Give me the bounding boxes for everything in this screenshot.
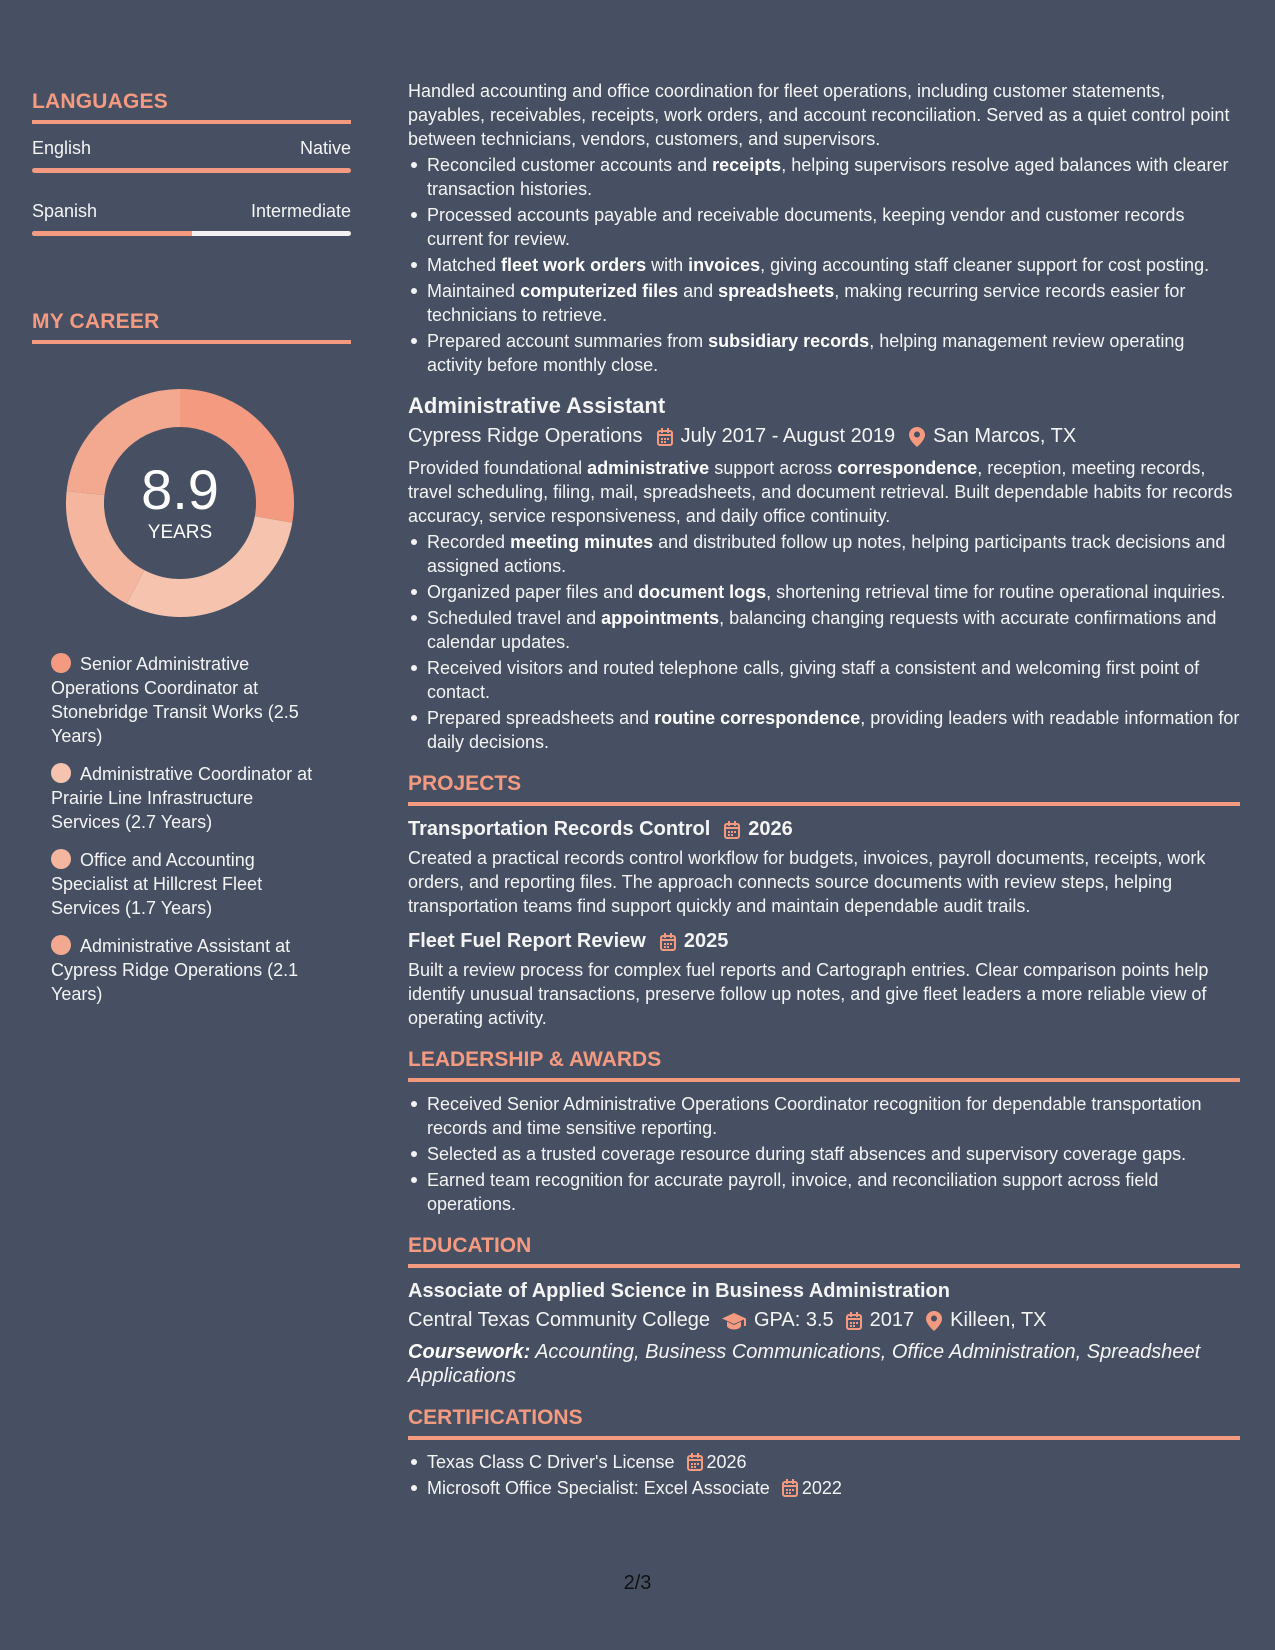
coursework-label: Coursework: xyxy=(408,1341,531,1363)
language-item xyxy=(32,201,351,236)
certification-year: 2022 xyxy=(801,1478,842,1498)
legend-label: Senior Administrative Operations Coordinator at Stonebridge Transit Works (2.5 Years) xyxy=(51,654,299,746)
map-pin-icon xyxy=(909,427,925,447)
legend-label: Administrative Assistant at Cypress Ridge Operations (2.1 Years) xyxy=(51,936,299,1004)
bullet-item: Selected as a trusted coverage resource during staff absences and supervisory coverage gaps. xyxy=(408,1142,1240,1166)
education-meta xyxy=(408,1309,1240,1332)
project-year: 2026 xyxy=(748,818,793,840)
legend-item xyxy=(51,652,321,748)
project-title xyxy=(408,818,1240,841)
calendar-icon xyxy=(782,1479,798,1497)
language-proficiency-bar xyxy=(32,168,351,173)
bullet-item: Organized paper files and document logs, shortening retrieval time for routine operational inquiries. xyxy=(408,580,1240,604)
bullet-item: Received Senior Administrative Operations Coordinator recognition for dependable transportation records and time sensitive reporting. xyxy=(408,1092,1240,1140)
job-meta xyxy=(408,425,1240,448)
bullet-item: Reconciled customer accounts and receipts, helping supervisors resolve aged balances with clearer transaction histories. xyxy=(408,153,1240,201)
bullet-item: Scheduled travel and appointments, balancing changing requests with accurate confirmations and calendar updates. xyxy=(408,606,1240,654)
legend-item xyxy=(51,762,321,834)
project-year: 2025 xyxy=(683,930,729,952)
awards-list xyxy=(408,1092,1240,1216)
bullet-item: Maintained computerized files and spreadsheets, making recurring service records easier for technicians to retrieve. xyxy=(408,279,1240,327)
calendar-icon xyxy=(724,821,740,839)
legend-item xyxy=(51,848,321,920)
career-donut-chart xyxy=(65,388,295,618)
job-summary: Handled accounting and office coordination for fleet operations, including customer statements, payables, receivables, receipts, work orders, and account reconciliation. Served as a quiet control point between technicians, vendors, customers, and supervisors. xyxy=(408,81,1230,149)
language-level: Intermediate xyxy=(250,201,351,221)
calendar-icon xyxy=(687,1453,703,1471)
legend-item xyxy=(51,934,321,1006)
school-location: Killeen, TX xyxy=(950,1309,1047,1331)
job-summary: Provided foundational administrative support across correspondence, reception, meeting records, travel scheduling, filing, mail, spreadsheets, and document retrieval. Built dependable habits for records accuracy, service responsiveness, and daily office continuity. xyxy=(408,458,1233,526)
career-legend xyxy=(51,652,321,1006)
bullet-item: Recorded meeting minutes and distributed follow up notes, helping participants track decisions and assigned actions. xyxy=(408,530,1240,578)
project-name: Transportation Records Control xyxy=(408,818,711,840)
degree-title: Associate of Applied Science in Business Administration xyxy=(408,1280,950,1302)
page-number: 2/3 xyxy=(623,1572,652,1594)
language-name: Spanish xyxy=(32,201,98,221)
project-title xyxy=(408,930,1240,953)
project-description: Created a practical records control workflow for budgets, invoices, payroll documents, receipts, work orders, and reporting files. The approach connects source documents with review steps, helping transportation teams find support quickly and maintain dependable audit trails. xyxy=(408,848,1206,916)
projects-heading: PROJECTS xyxy=(408,772,1240,806)
certifications-list xyxy=(408,1450,1240,1500)
certification-year: 2026 xyxy=(706,1452,747,1472)
job-location: San Marcos, TX xyxy=(933,425,1077,447)
certification-name: Microsoft Office Specialist: Excel Associate xyxy=(427,1478,770,1498)
bullet-item: Prepared account summaries from subsidiary records, helping management review operating activity before monthly close. xyxy=(408,329,1240,377)
job-dates: July 2017 - August 2019 xyxy=(680,425,896,447)
bullet-item: Prepared spreadsheets and routine correspondence, providing leaders with readable information for daily decisions. xyxy=(408,706,1240,754)
certification-item xyxy=(408,1476,1240,1500)
legend-dot xyxy=(51,935,71,955)
language-level: Native xyxy=(299,138,351,158)
coursework xyxy=(408,1340,1240,1388)
calendar-icon xyxy=(846,1312,862,1330)
job-title: Administrative Assistant xyxy=(408,393,666,418)
gpa: GPA: 3.5 xyxy=(753,1309,834,1331)
awards-heading: LEADERSHIP & AWARDS xyxy=(408,1048,1240,1082)
legend-label: Administrative Coordinator at Prairie Line Infrastructure Services (2.7 Years) xyxy=(51,764,313,832)
calendar-icon xyxy=(657,428,673,446)
main-content xyxy=(408,79,1240,1502)
calendar-icon xyxy=(660,933,676,951)
legend-dot xyxy=(51,653,71,673)
bullet-item: Received visitors and routed telephone calls, giving staff a consistent and welcoming first point of contact. xyxy=(408,656,1240,704)
certification-name: Texas Class C Driver's License xyxy=(427,1452,675,1472)
languages-heading: LANGUAGES xyxy=(32,90,351,124)
graduation-year: 2017 xyxy=(869,1309,915,1331)
bullet-item: Processed accounts payable and receivable documents, keeping vendor and customer records current for review. xyxy=(408,203,1240,251)
language-item xyxy=(32,138,351,173)
bullet-item: Earned team recognition for accurate payroll, invoice, and reconciliation support across field operations. xyxy=(408,1168,1240,1216)
bullet-item: Matched fleet work orders with invoices, giving accounting staff cleaner support for cost posting. xyxy=(408,253,1240,277)
graduation-cap-icon xyxy=(722,1312,746,1330)
job-bullets xyxy=(408,153,1240,377)
project-description: Built a review process for complex fuel reports and Cartograph entries. Clear comparison points help identify unusual transactions, preserve follow up notes, and give fleet leaders a more reliable view of operating activity. xyxy=(408,960,1209,1028)
certifications-heading: CERTIFICATIONS xyxy=(408,1406,1240,1440)
career-heading: MY CAREER xyxy=(32,310,351,344)
company-name: Cypress Ridge Operations xyxy=(408,425,643,447)
project-name: Fleet Fuel Report Review xyxy=(408,930,646,952)
school-name: Central Texas Community College xyxy=(408,1309,710,1331)
legend-dot xyxy=(51,849,71,869)
education-heading: EDUCATION xyxy=(408,1234,1240,1268)
coursework-list: Accounting, Business Communications, Office Administration, Spreadsheet Applications xyxy=(408,1341,1201,1387)
career-total-years: 8.9 xyxy=(141,458,219,521)
map-pin-icon xyxy=(926,1311,942,1331)
language-name: English xyxy=(32,138,92,158)
career-total-unit: YEARS xyxy=(147,522,213,543)
legend-dot xyxy=(51,763,71,783)
sidebar xyxy=(32,90,351,1020)
job-bullets xyxy=(408,530,1240,754)
certification-item xyxy=(408,1450,1240,1474)
legend-label: Office and Accounting Specialist at Hillcrest Fleet Services (1.7 Years) xyxy=(51,850,263,918)
language-proficiency-bar xyxy=(32,231,351,236)
